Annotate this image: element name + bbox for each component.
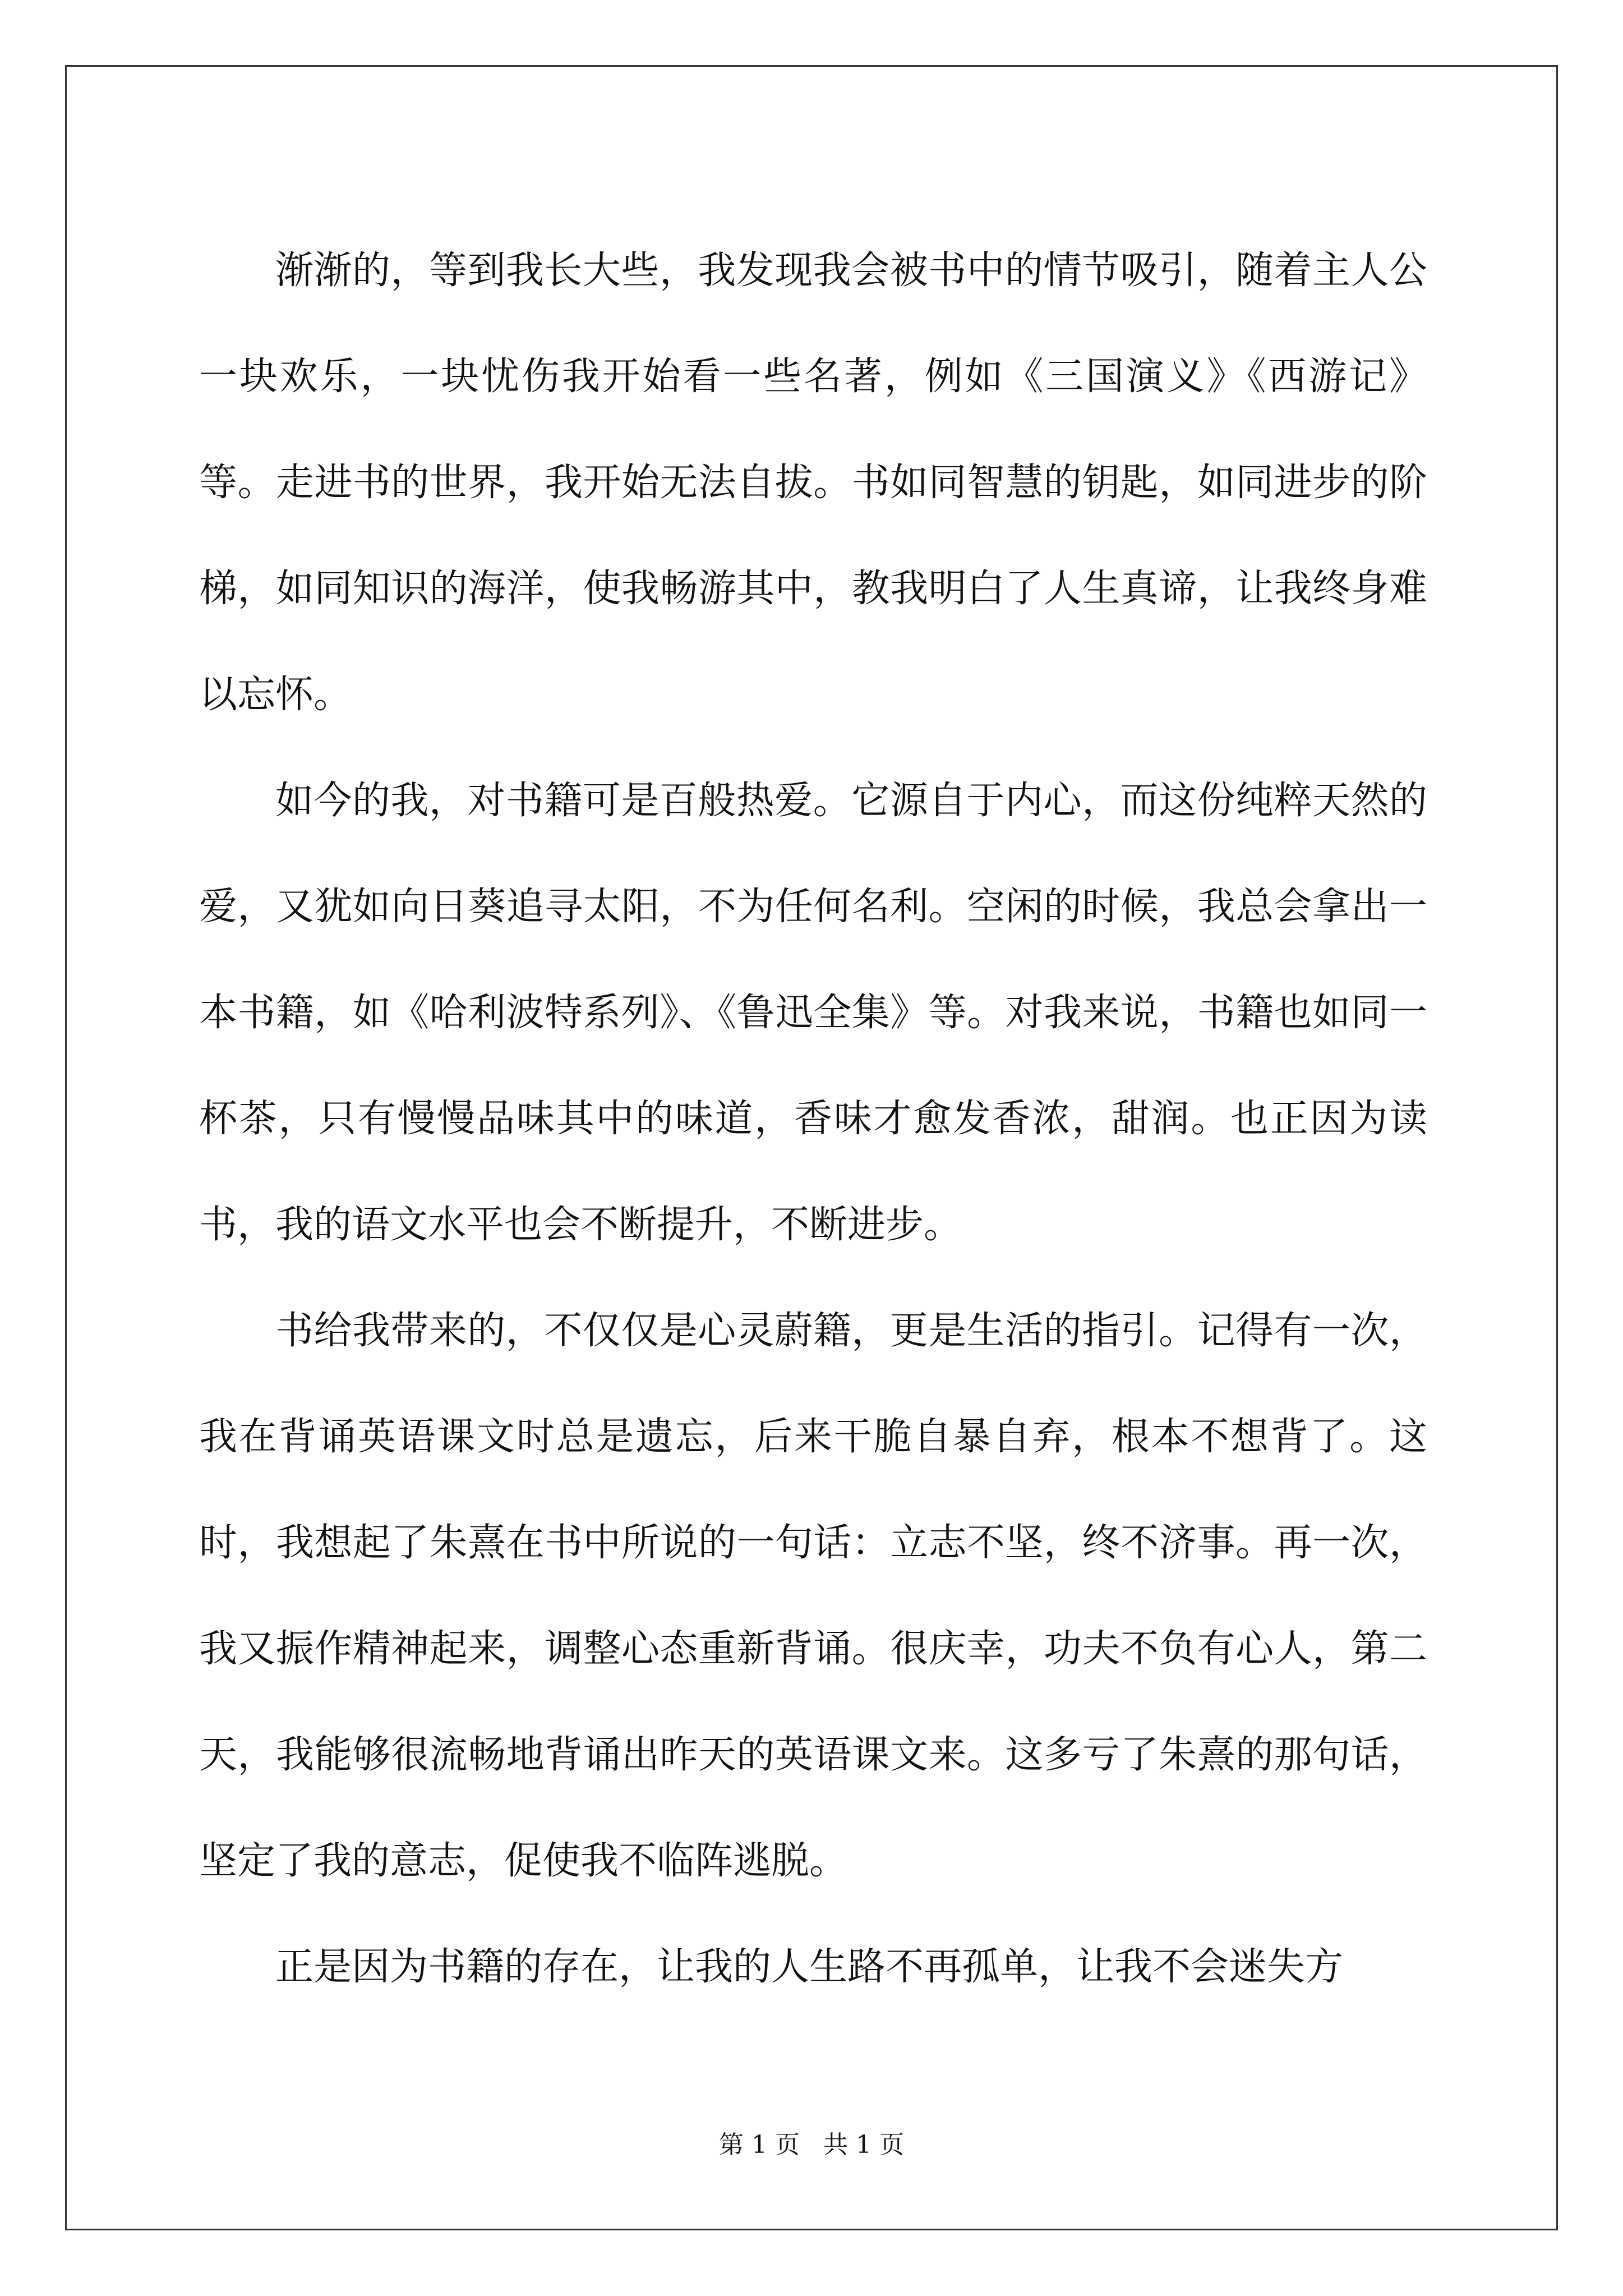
paragraph-2: 如今的我，对书籍可是百般热爱。它源自于内心，而这份纯粹天然的爱，又犹如向日葵追寻太阳，不为任何名利。空闲的时候，我总会拿出一本书籍，如《哈利波特系列》、《鲁迅全集》等。对我来说，书籍也如同一杯茶，只有慢慢品味其中的味道，香味才愈发香浓，甜润。也正因为读书，我的语文水平也会不断提升，不断进步。	[199, 779, 1427, 1247]
document-body	[199, 218, 1427, 2020]
paragraph-4: 正是因为书籍的存在，让我的人生路不再孤单，让我不会迷失方	[275, 1945, 1344, 1989]
page-footer: 第 1 页 共 1 页	[719, 2131, 904, 2159]
paragraph-1: 渐渐的，等到我长大些，我发现我会被书中的情节吸引，随着主人公一块欢乐，一块忧伤我开始看一些名著，例如《三国演义》《西游记》等。走进书的世界，我开始无法自拔。书如同智慧的钥匙，如同进步的阶梯，如同知识的海洋，使我畅游其中，教我明白了人生真谛，让我终身难以忘怀。	[199, 249, 1427, 717]
paragraph-3: 书给我带来的，不仅仅是心灵蔚籍，更是生活的指引。记得有一次，我在背诵英语课文时总是遗忘，后来干脆自暴自弃，根本不想背了。这时，我想起了朱熹在书中所说的一句话：立志不坚，终不济事。再一次，我又振作精神起来，调整心态重新背诵。很庆幸，功夫不负有心人，第二天，我能够很流畅地背诵出昨天的英语课文来。这多亏了朱熹的那句话，坚定了我的意志，促使我不临阵逃脱。	[199, 1309, 1427, 1883]
